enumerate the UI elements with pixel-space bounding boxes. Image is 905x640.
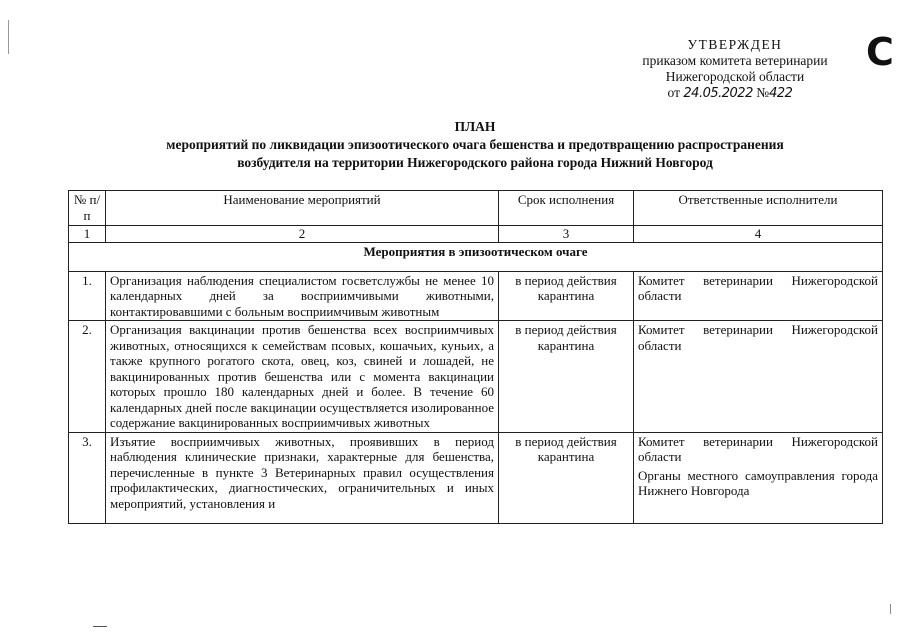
number-prefix: № xyxy=(756,85,770,100)
row-term: в период действия карантина xyxy=(499,271,634,321)
title-line-2: мероприятий по ликвидации эпизоотического очага бешенства и предотвращению распространения xyxy=(166,137,784,152)
table-header-row xyxy=(69,191,883,226)
title-line-3: возбудителя на территории Нижегородского района города Нижний Новгород xyxy=(237,155,713,170)
row-responsible xyxy=(634,432,883,523)
row-term: в период действия карантина xyxy=(499,321,634,433)
approval-title: УТВЕРЖДЕН xyxy=(687,37,783,52)
index-cell: 3 xyxy=(499,226,634,243)
table-index-row xyxy=(69,226,883,243)
scan-dash-mark xyxy=(93,626,107,627)
row-number: 2. xyxy=(69,321,106,433)
row-activity: Организация наблюдения специалистом госветслужбы не менее 10 календарных дней за восприимчивыми животными, контактировавшими с больным восприимчивым животным xyxy=(106,271,499,321)
document-title xyxy=(95,118,855,172)
corner-handwritten-mark: С xyxy=(866,30,894,74)
responsible-entry: Комитет ветеринарии Нижегородской области xyxy=(638,322,878,353)
handwritten-number: 422 xyxy=(769,86,793,101)
row-activity: Организация вакцинации против бешенства всех восприимчивых животных, относящихся к семействам псовых, кошачьих, куньих, а также крупного рогатого скота, овец, коз, свиней и лошадей, не вакцинированных против бешенства или с момента вакцинации которых прошло 180 календарных дней и более. В течение 60 календарных дней после вакцинации осуществляется изолированное содержание вакцинированных восприимчивых животных xyxy=(106,321,499,433)
table-row xyxy=(69,271,883,321)
index-cell: 4 xyxy=(634,226,883,243)
scan-dot-mark xyxy=(890,604,891,614)
header-name: Наименование мероприятий xyxy=(106,191,499,226)
row-number: 3. xyxy=(69,432,106,523)
title-heading: ПЛАН xyxy=(454,119,496,134)
plan-table xyxy=(68,190,883,524)
row-responsible xyxy=(634,321,883,433)
approval-block xyxy=(600,37,870,102)
table-row xyxy=(69,432,883,523)
date-prefix: от xyxy=(667,85,681,100)
handwritten-date: 24.05.2022 xyxy=(683,86,753,101)
scan-edge-mark xyxy=(8,20,9,54)
section-row xyxy=(69,242,883,271)
index-cell: 1 xyxy=(69,226,106,243)
approval-order-line: приказом комитета ветеринарии xyxy=(642,53,828,68)
table-row xyxy=(69,321,883,433)
row-term: в период действия карантина xyxy=(499,432,634,523)
responsible-entry: Органы местного самоуправления города Нижнего Новгорода xyxy=(638,467,878,498)
row-responsible xyxy=(634,271,883,321)
row-number: 1. xyxy=(69,271,106,321)
header-term: Срок исполнения xyxy=(499,191,634,226)
index-cell: 2 xyxy=(106,226,499,243)
approval-date-line xyxy=(590,85,870,102)
section-title: Мероприятия в эпизоотическом очаге xyxy=(69,242,883,271)
responsible-entry: Комитет ветеринарии Нижегородской области xyxy=(638,433,878,464)
header-responsible: Ответственные исполнители xyxy=(634,191,883,226)
approval-region-line: Нижегородской области xyxy=(665,69,805,84)
row-activity: Изъятие восприимчивых животных, проявивших в период наблюдения клинические признаки, характерные для бешенства, перечисленные в пункте 3 Ветеринарных правил осуществления профилактических, диагностических, ограничительных и иных мероприятий, установления и xyxy=(106,432,499,523)
responsible-entry: Комитет ветеринарии Нижегородской области xyxy=(638,272,878,303)
header-num: № п/п xyxy=(69,191,106,226)
